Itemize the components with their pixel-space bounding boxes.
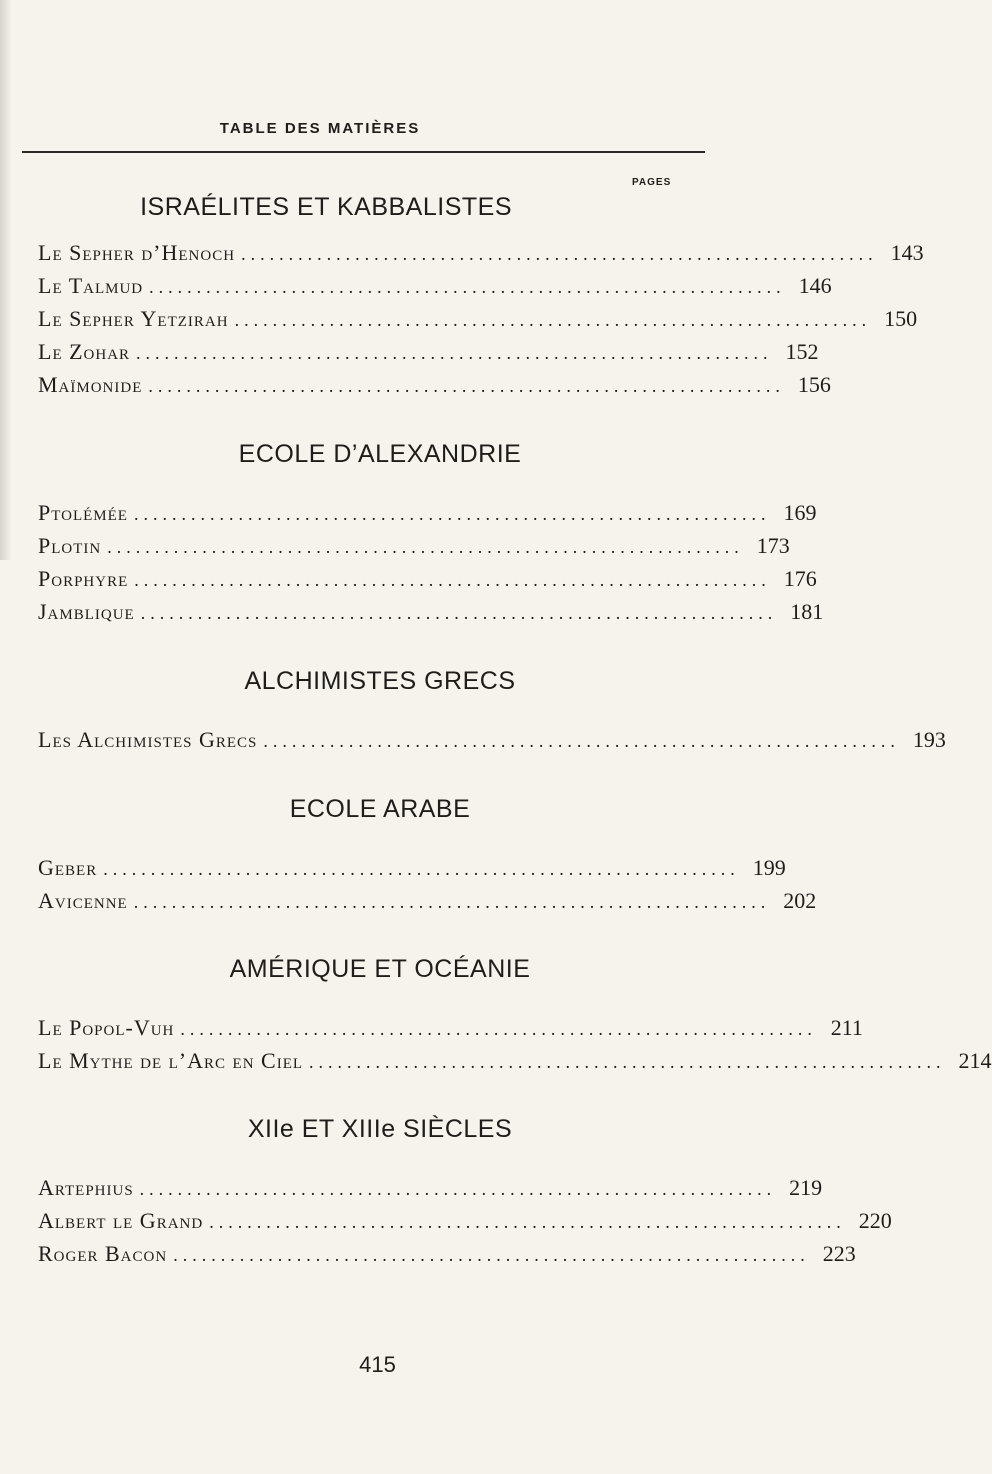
toc-entry-title: Albert le Grand — [38, 1208, 204, 1233]
dot-leader: ................................................................... — [139, 1179, 777, 1199]
dot-leader: ................................................................... — [263, 731, 900, 751]
header-rule — [22, 151, 705, 153]
toc-entry-page: 219 — [789, 1175, 823, 1200]
toc-entry-page: 220 — [858, 1208, 892, 1233]
page-number: 415 — [359, 1352, 396, 1377]
toc-entry — [38, 273, 832, 303]
dot-leader: ................................................................... — [107, 537, 744, 557]
toc-entry-page: 143 — [890, 240, 924, 265]
toc-entry — [38, 566, 817, 596]
toc-entry — [38, 500, 817, 530]
toc-entry-title: Les Alchimistes Grecs — [38, 727, 258, 752]
section-title-arabe: ECOLE ARABE — [289, 795, 471, 823]
toc-entry — [38, 888, 817, 918]
toc-entry-title: Porphyre — [38, 566, 129, 591]
pages-column-label: PAGES — [632, 177, 672, 188]
toc-entry-page: 211 — [830, 1015, 863, 1040]
section-title-alexandrie: ECOLE D’ALEXANDRIE — [238, 440, 522, 468]
toc-entry-page: 193 — [912, 727, 946, 752]
toc-entry — [38, 533, 790, 563]
toc-entry-page: 214 — [958, 1048, 992, 1073]
dot-leader: ................................................................... — [149, 277, 786, 297]
toc-entry-title: Artephius — [38, 1175, 134, 1200]
toc-entry — [38, 1241, 856, 1271]
toc-entry — [38, 855, 786, 885]
dot-leader: ................................................................... — [148, 376, 785, 396]
toc-entry-title: Le Talmud — [38, 273, 144, 298]
toc-entry — [38, 372, 831, 402]
toc-entry-page: 156 — [797, 372, 831, 397]
toc-entry-title: Le Popol-Vuh — [38, 1015, 175, 1040]
toc-entry-title: Ptolémée — [38, 500, 128, 525]
dot-leader: ................................................................... — [140, 603, 778, 623]
dot-leader: ................................................................... — [134, 570, 771, 590]
dot-leader: ................................................................... — [133, 892, 771, 912]
binding-shadow — [0, 0, 12, 560]
toc-entry — [38, 1048, 992, 1078]
dot-leader: ................................................................... — [309, 1052, 946, 1072]
toc-entry-title: Le Zohar — [38, 339, 131, 364]
dot-leader: ................................................................... — [136, 343, 773, 363]
toc-entry-page: 202 — [783, 888, 817, 913]
toc-entry-page: 181 — [790, 599, 824, 624]
toc-entry-page: 176 — [783, 566, 817, 591]
toc-entry — [38, 306, 918, 336]
toc-entry-title: Le Mythe de l’Arc en Ciel — [38, 1048, 304, 1073]
toc-entry — [38, 727, 946, 757]
toc-entry-page: 146 — [798, 273, 832, 298]
toc-entry-page: 173 — [756, 533, 790, 558]
section-title-siecles: XIIe ET XIIIe SIÈCLES — [247, 1115, 513, 1143]
dot-leader: ................................................................... — [209, 1212, 846, 1232]
toc-entry-title: Avicenne — [38, 888, 128, 913]
toc-entry-page: 223 — [822, 1241, 856, 1266]
toc-entry-page: 152 — [785, 339, 819, 364]
toc-entry-title: Le Sepher Yetzirah — [38, 306, 229, 331]
toc-entry-title: Roger Bacon — [38, 1241, 168, 1266]
toc-entry — [38, 339, 819, 369]
dot-leader: ................................................................... — [241, 244, 878, 264]
toc-entry-page: 169 — [783, 500, 817, 525]
toc-entry-title: Maïmonide — [38, 372, 143, 397]
toc-entry — [38, 1175, 823, 1205]
toc-entry-title: Jamblique — [38, 599, 135, 624]
toc-entry-title: Le Sepher d’Henoch — [38, 240, 236, 265]
section-title-israelites: ISRAÉLITES ET KABBALISTES — [140, 193, 512, 221]
dot-leader: ................................................................... — [234, 310, 872, 330]
toc-entry — [38, 240, 924, 270]
toc-entry — [38, 599, 824, 629]
toc-entry-title: Plotin — [38, 533, 102, 558]
dot-leader: ................................................................... — [103, 859, 740, 879]
dot-leader: ................................................................... — [180, 1019, 817, 1039]
toc-entry — [38, 1015, 863, 1045]
toc-entry — [38, 1208, 892, 1238]
dot-leader: ................................................................... — [133, 504, 771, 524]
toc-entry-page: 150 — [884, 306, 918, 331]
section-title-amerique: AMÉRIQUE ET OCÉANIE — [229, 955, 531, 983]
dot-leader: ................................................................... — [173, 1245, 810, 1265]
running-head: TABLE DES MATIÈRES — [219, 120, 421, 137]
toc-entry-title: Geber — [38, 855, 98, 880]
section-title-alchimistes: ALCHIMISTES GRECS — [244, 667, 516, 695]
toc-entry-page: 199 — [752, 855, 786, 880]
